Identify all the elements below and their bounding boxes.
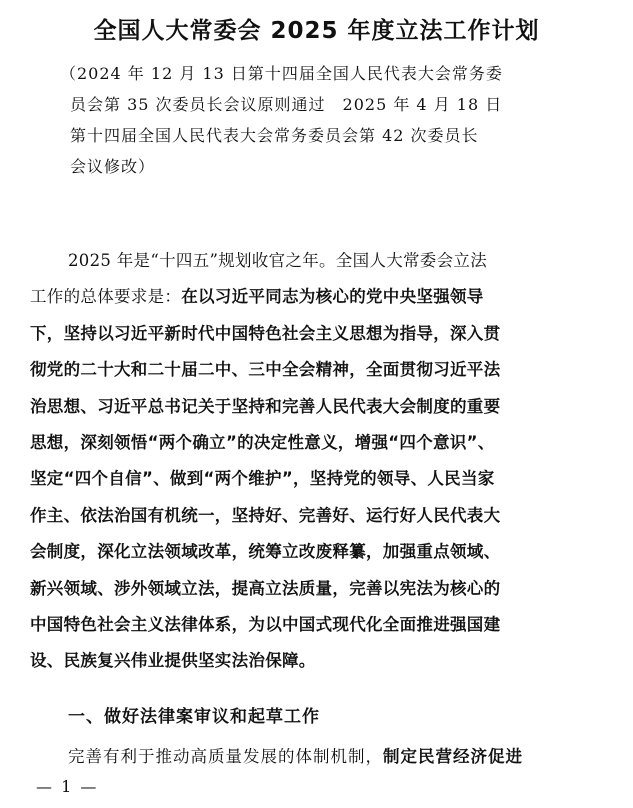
- section-heading: 一、做好法律案审议和起草工作: [68, 707, 320, 727]
- paragraph-line: 作主、依法治国有机统一，坚持好、完善好、运行好人民代表大: [30, 505, 501, 525]
- note-line: 第十四届全国人民代表大会常务委员会第 42 次委员长: [70, 126, 479, 145]
- paragraph-bold-text: 在以习近平同志为核心的党中央坚强领导: [181, 287, 484, 307]
- paragraph-line: 坚定“四个自信”、做到“两个维护”，坚持党的领导、人民当家: [30, 469, 495, 489]
- note-line: 会议修改）: [70, 157, 156, 176]
- note-line: （2024 年 12 月 13 日第十四届全国人民代表大会常务委: [60, 64, 503, 83]
- note-line: 员会第 35 次委员长会议原则通过 2025 年 4 月 18 日: [70, 95, 503, 114]
- paragraph-line: 会制度，深化立法领域改革，统筹立改废释纂，加强重点领域、: [30, 542, 501, 562]
- paragraph-line: [30, 279, 615, 315]
- paragraph-line: 下，坚持以习近平新时代中国特色社会主义思想为指导，深入贯: [30, 323, 501, 343]
- paragraph-line: 中国特色社会主义法律体系，为以中国式现代化全面推进强国建: [30, 614, 501, 634]
- paragraph-bold-text: 制定民营经济促进: [383, 747, 523, 766]
- page-number: — 1 —: [36, 777, 99, 796]
- paragraph-line: 治思想、习近平总书记关于坚持和完善人民代表大会制度的重要: [30, 396, 501, 416]
- paragraph-text: 完善有利于推动高质量发展的体制机制，: [68, 747, 383, 766]
- paragraph-line: 2025 年是“十四五”规划收官之年。全国人大常委会立法: [68, 251, 488, 270]
- paragraph-text: 工作的总体要求是：: [30, 287, 182, 307]
- paragraph-line: [68, 743, 523, 767]
- paragraph-general-requirements: [30, 243, 615, 680]
- paragraph-line: 思想，深刻领悟“两个确立”的决定性意义，增强“四个意识”、: [30, 432, 495, 452]
- paragraph-line: 设、民族复兴伟业提供坚实法治保障。: [30, 651, 316, 671]
- paragraph-line: 新兴领域、涉外领域立法，提高立法质量，完善以宪法为核心的: [30, 578, 501, 598]
- adoption-note: [60, 58, 610, 182]
- paragraph-line: 彻党的二十大和二十届二中、三中全会精神，全面贯彻习近平法: [30, 360, 501, 380]
- page-title: 全国人大常委会 2025 年度立法工作计划: [93, 18, 540, 44]
